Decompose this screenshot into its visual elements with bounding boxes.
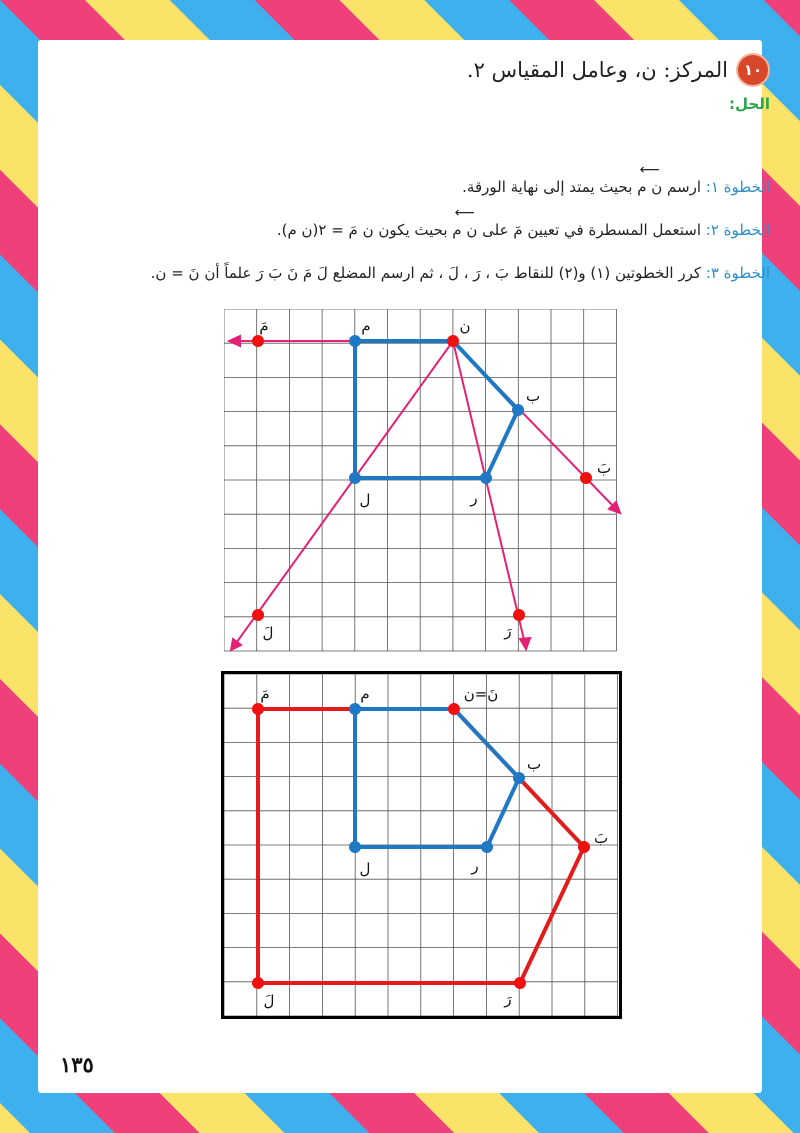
label-r-prime: رَ — [504, 622, 512, 640]
point-b-prime — [580, 472, 592, 484]
label-l: ل — [359, 860, 371, 878]
original-vertices — [349, 335, 524, 484]
label-r-prime: رَ — [504, 990, 512, 1008]
label-m: م — [361, 317, 371, 335]
point-l-prime — [252, 609, 264, 621]
arrowhead-icon — [231, 639, 241, 650]
step-2-text-b: بحيث يكون ن مَ = ٢(ن م). — [276, 221, 453, 239]
label-m: م — [360, 685, 370, 703]
original-polygon-2 — [355, 709, 519, 847]
point-b — [513, 772, 525, 784]
point-r — [481, 841, 493, 853]
arrowhead-icon — [229, 336, 240, 346]
point-r-prime — [513, 609, 525, 621]
label-n-equals: نَ=ن — [463, 685, 499, 703]
problem-text: المركز: ن، وعامل المقياس ٢. — [466, 58, 728, 82]
label-r: ر — [471, 857, 479, 875]
step-1-ray: ⟵ ن م — [637, 178, 662, 196]
label-b: ب — [526, 755, 542, 773]
label-l-prime: لَ — [262, 624, 274, 642]
step-3-text: كرر الخطوتين (١) و(٢) للنقاط بَ ، رَ ، لَ ، ثم ارسم المضلع لَ مَ نَ بَ رَ علماً أن نَ = ن. — [150, 264, 706, 282]
step-2 — [80, 221, 770, 239]
label-r: ر — [470, 489, 478, 507]
label-m-prime: مَ — [259, 317, 269, 335]
label-l-prime: لَ — [263, 992, 275, 1010]
point-r-prime — [514, 977, 526, 989]
ray-n-r — [453, 341, 525, 644]
point-n — [448, 703, 460, 715]
point-m-prime — [252, 703, 264, 715]
point-m — [349, 703, 361, 715]
solution-label: الحل: — [729, 95, 770, 113]
page-number: ١٣٥ — [60, 1052, 94, 1077]
step-2-text-a: استعمل المسطرة في تعيين مَ على — [477, 221, 706, 239]
step-2-ray: ⟵ ن م — [452, 221, 477, 239]
figure-1-construction — [224, 309, 624, 654]
figure-2-dilation — [221, 671, 623, 1021]
problem-number-badge: ١٠ — [736, 53, 770, 87]
label-l: ل — [359, 491, 371, 509]
point-l-prime — [252, 977, 264, 989]
original-vertices-2 — [349, 703, 525, 853]
step-2-label: الخطوة ٢: — [705, 221, 770, 239]
problem-header — [90, 50, 770, 90]
point-l — [349, 841, 361, 853]
label-m-prime: مَ — [260, 685, 270, 703]
pink-rays — [229, 336, 620, 650]
point-n — [447, 335, 459, 347]
step-1 — [80, 178, 770, 196]
arrowhead-icon — [520, 638, 530, 649]
step-1-text-a: ارسم — [662, 178, 706, 196]
step-3 — [80, 264, 770, 282]
point-m-prime — [252, 335, 264, 347]
step-1-text-b: بحيث يمتد إلى نهاية الورقة. — [462, 178, 638, 196]
step-1-label: الخطوة ١: — [705, 178, 770, 196]
point-b — [512, 404, 524, 416]
point-l — [349, 472, 361, 484]
label-b: ب — [525, 387, 541, 405]
original-polygon — [355, 341, 518, 478]
point-b-prime — [578, 841, 590, 853]
step-3-label: الخطوة ٣: — [705, 264, 770, 282]
point-m — [349, 335, 361, 347]
point-r — [480, 472, 492, 484]
label-n: ن — [459, 317, 471, 335]
label-b-prime: بَ — [593, 829, 609, 847]
label-b-prime: بَ — [596, 459, 612, 477]
